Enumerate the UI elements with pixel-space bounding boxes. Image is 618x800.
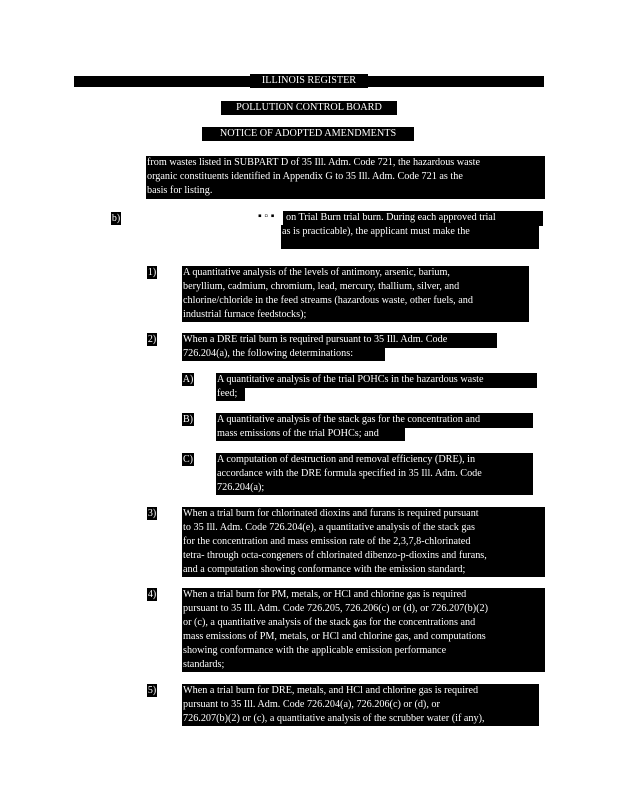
item-4-label: 4) <box>147 589 157 600</box>
item-4-line-3: or (c), a quantitative analysis of the stack gas for the concentrations and <box>183 617 476 628</box>
item-3-label: 3) <box>147 508 157 519</box>
item-1-line-1: A quantitative analysis of the levels of antimony, arsenic, barium, <box>183 267 450 278</box>
item-5-label: 5) <box>147 685 157 696</box>
item-1-line-3: chlorine/chloride in the feed streams (hazardous waste, other fuels, and <box>183 295 473 306</box>
intro-paragraph <box>146 156 545 199</box>
sub-b-line-2: mass emissions of the trial POHCs; and <box>216 427 405 441</box>
item-3-line-5: and a computation showing conformance with the emission standard; <box>183 564 466 575</box>
section-b-line-1: on Trial Burn trial burn. During each approved trial <box>283 211 543 226</box>
sub-b-line-1: A quantitative analysis of the stack gas for the concentration and <box>216 413 533 428</box>
intro-line-2: organic constituents identified in Appendix G to 35 Ill. Adm. Code 721 as the <box>147 171 463 182</box>
item-3-line-3: for the concentration and mass emission rate of the 2,3,7,8-chlorinated <box>183 536 471 547</box>
item-1-label: 1) <box>147 267 157 278</box>
item-3-line-4: tetra- through octa-congeners of chlorinated dibenzo-p-dioxins and furans, <box>183 550 487 561</box>
sub-c-line-2: accordance with the DRE formula specified in 35 Ill. Adm. Code <box>217 468 482 479</box>
item-4-line-2: pursuant to 35 Ill. Adm. Code 726.205, 726.206(c) or (d), or 726.207(b)(2) <box>183 603 489 614</box>
redaction-tick-marks: ▪ ▫ ▪ <box>258 211 275 222</box>
item-2-label: 2) <box>147 334 157 345</box>
item-2-line-1: When a DRE trial burn is required pursuant to 35 Ill. Adm. Code <box>182 333 497 348</box>
item-1-text <box>182 266 529 322</box>
item-1-line-2: beryllium, cadmium, chromium, lead, mercury, thallium, silver, and <box>183 281 460 292</box>
item-3-text <box>182 507 545 577</box>
item-3-line-1: When a trial burn for chlorinated dioxins and furans is required pursuant <box>183 508 479 519</box>
item-1-line-4: industrial furnace feedstocks); <box>183 309 307 320</box>
sub-a-line-2: feed; <box>216 387 245 401</box>
item-5-line-1: When a trial burn for DRE, metals, and HCl and chlorine gas is required <box>183 685 479 696</box>
item-5-line-2: pursuant to 35 Ill. Adm. Code 726.204(a), 726.206(c) or (d), or <box>183 699 440 710</box>
header-rule-left <box>74 76 250 87</box>
item-4-text <box>182 588 545 672</box>
sub-c-line-3: 726.204(a); <box>217 482 265 493</box>
sub-c-text <box>216 453 533 495</box>
sub-b-label: B) <box>183 414 193 425</box>
item-4-line-5: showing conformance with the applicable emission performance <box>183 645 447 656</box>
register-title: ILLINOIS REGISTER <box>250 74 368 88</box>
item-5-line-3: 726.207(b)(2) or (c), a quantitative analysis of the scrubber water (if any), <box>183 713 485 724</box>
item-5-text <box>182 684 539 726</box>
intro-line-1: from wastes listed in SUBPART D of 35 Ill. Adm. Code 721, the hazardous waste <box>147 157 481 168</box>
sub-a-label: A) <box>182 374 194 385</box>
item-4-line-4: mass emissions of PM, metals, or HCl and chlorine gas, and computations <box>183 631 486 642</box>
notice-title: NOTICE OF ADOPTED AMENDMENTS <box>202 127 414 141</box>
sub-c-line-1: A computation of destruction and removal efficiency (DRE), in <box>217 454 476 465</box>
item-2-line-2: 726.204(a), the following determinations: <box>182 347 385 361</box>
sub-a-line-1: A quantitative analysis of the trial POHCs in the hazardous waste <box>216 373 537 388</box>
item-3-line-2: to 35 Ill. Adm. Code 726.204(e), a quantitative analysis of the stack gas <box>183 522 475 533</box>
board-title: POLLUTION CONTROL BOARD <box>221 101 397 115</box>
item-4-line-1: When a trial burn for PM, metals, or HCl and chlorine gas is required <box>183 589 467 600</box>
sub-c-label: C) <box>183 454 193 465</box>
section-b-label: b) <box>111 213 121 224</box>
section-b-line-2: as is practicable), the applicant must make the <box>281 225 539 249</box>
header-rule-right <box>368 76 544 87</box>
item-4-line-6: standards; <box>183 659 225 670</box>
intro-line-3: basis for listing. <box>147 185 213 196</box>
